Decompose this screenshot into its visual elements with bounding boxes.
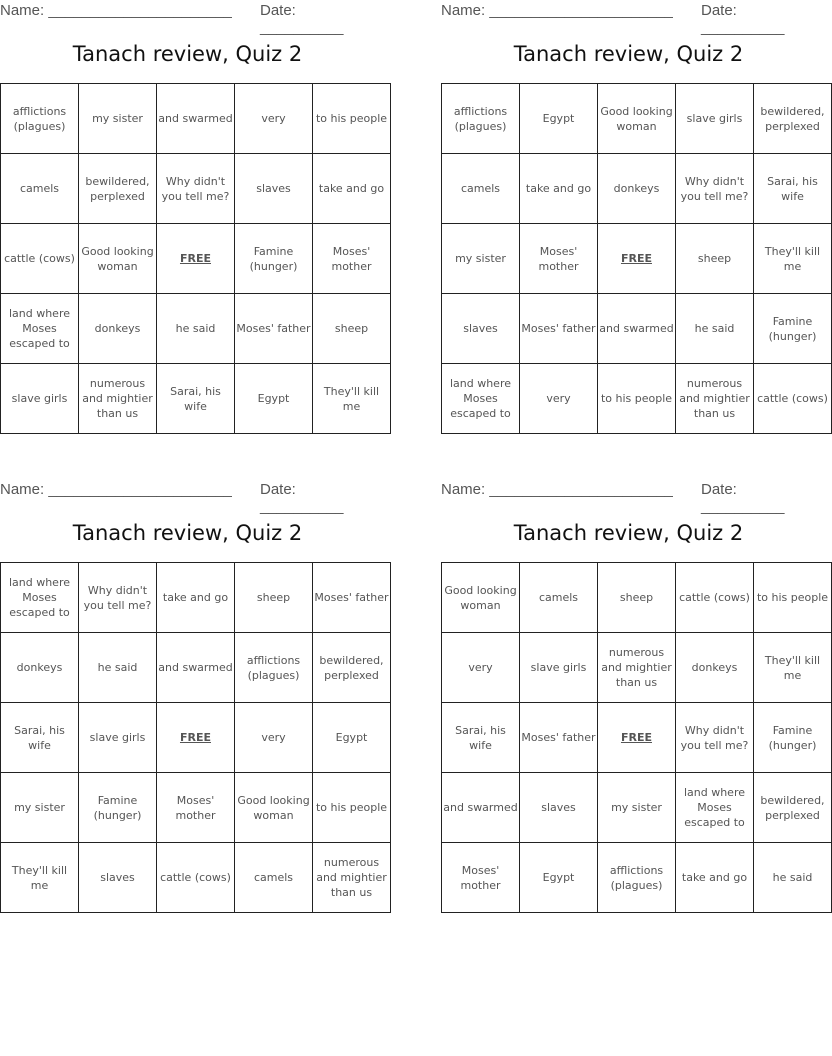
grid-row [442, 563, 832, 633]
grid-row [442, 84, 832, 154]
grid-row [1, 843, 391, 913]
bingo-cell: afflictions (plagues) [235, 633, 313, 703]
grid-row [1, 224, 391, 294]
bingo-cell: take and go [676, 843, 754, 913]
bingo-cell: land where Moses escaped to [1, 563, 79, 633]
grid-row [442, 224, 832, 294]
bingo-card-4 [441, 479, 829, 892]
bingo-cell: Why didn't you tell me? [676, 154, 754, 224]
bingo-cell: cattle (cows) [1, 224, 79, 294]
bingo-cell: cattle (cows) [157, 843, 235, 913]
bingo-cell: Famine (hunger) [754, 703, 832, 773]
bingo-cell: afflictions (plagues) [598, 843, 676, 913]
card-header [441, 479, 816, 515]
free-space-cell: FREE [598, 703, 676, 773]
bingo-cell: camels [520, 563, 598, 633]
bingo-cell: and swarmed [157, 633, 235, 703]
date-field-label: Date: __________ [701, 2, 785, 36]
bingo-card-3 [0, 479, 389, 899]
bingo-cell: slaves [235, 154, 313, 224]
bingo-cell: Sarai, his wife [157, 364, 235, 434]
bingo-cell: take and go [520, 154, 598, 224]
bingo-cell: slaves [442, 294, 520, 364]
bingo-cell: slaves [79, 843, 157, 913]
bingo-cell: numerous and mightier than us [676, 364, 754, 434]
bingo-cell: very [235, 84, 313, 154]
bingo-cell: bewildered, perplexed [313, 633, 391, 703]
bingo-cell: Egypt [235, 364, 313, 434]
bingo-cell: Moses' mother [520, 224, 598, 294]
card-header [0, 0, 375, 36]
bingo-cell: donkeys [1, 633, 79, 703]
bingo-cell: slave girls [676, 84, 754, 154]
bingo-cell: cattle (cows) [676, 563, 754, 633]
bingo-cell: sheep [598, 563, 676, 633]
bingo-cell: he said [676, 294, 754, 364]
bingo-cell: afflictions (plagues) [442, 84, 520, 154]
free-space-cell: FREE [598, 224, 676, 294]
bingo-cell: Good looking woman [79, 224, 157, 294]
bingo-cell: land where Moses escaped to [1, 294, 79, 364]
bingo-cell: my sister [1, 773, 79, 843]
bingo-cell: Good looking woman [598, 84, 676, 154]
bingo-cell: Egypt [520, 843, 598, 913]
grid-row [442, 843, 832, 913]
bingo-cell: They'll kill me [754, 224, 832, 294]
bingo-grid [441, 562, 832, 913]
bingo-cell: slave girls [520, 633, 598, 703]
grid-row [1, 84, 391, 154]
bingo-cell: camels [235, 843, 313, 913]
date-field-label: Date: __________ [701, 481, 785, 515]
bingo-cell: sheep [313, 294, 391, 364]
card-title: Tanach review, Quiz 2 [72, 521, 303, 545]
bingo-cell: Sarai, his wife [754, 154, 832, 224]
bingo-cell: They'll kill me [313, 364, 391, 434]
bingo-cell: very [520, 364, 598, 434]
grid-row [442, 294, 832, 364]
bingo-cell: slave girls [79, 703, 157, 773]
grid-row [1, 563, 391, 633]
bingo-cell: take and go [313, 154, 391, 224]
card-title: Tanach review, Quiz 2 [513, 521, 744, 545]
grid-row [1, 294, 391, 364]
bingo-cell: take and go [157, 563, 235, 633]
bingo-cell: very [235, 703, 313, 773]
grid-row [1, 773, 391, 843]
bingo-cell: my sister [442, 224, 520, 294]
bingo-cell: bewildered, perplexed [754, 773, 832, 843]
free-space-cell: FREE [157, 224, 235, 294]
name-field-label: Name: ______________________ [0, 481, 232, 498]
bingo-cell: he said [157, 294, 235, 364]
grid-row [1, 633, 391, 703]
bingo-cell: camels [442, 154, 520, 224]
bingo-cell: Moses' father [520, 703, 598, 773]
bingo-grid [441, 83, 832, 434]
bingo-cell: Moses' father [313, 563, 391, 633]
grid-row [442, 633, 832, 703]
bingo-cell: Moses' father [235, 294, 313, 364]
bingo-cell: numerous and mightier than us [598, 633, 676, 703]
bingo-card-1 [0, 0, 388, 420]
bingo-cell: bewildered, perplexed [79, 154, 157, 224]
bingo-cell: and swarmed [157, 84, 235, 154]
bingo-cell: Why didn't you tell me? [157, 154, 235, 224]
bingo-card-2 [441, 0, 828, 420]
name-field-label: Name: ______________________ [441, 481, 673, 498]
bingo-cell: Good looking woman [442, 563, 520, 633]
grid-row [442, 773, 832, 843]
bingo-cell: Egypt [313, 703, 391, 773]
grid-row [442, 703, 832, 773]
card-header [441, 0, 816, 36]
name-field-label: Name: ______________________ [0, 2, 232, 19]
bingo-cell: to his people [598, 364, 676, 434]
bingo-grid [0, 83, 391, 434]
bingo-cell: and swarmed [442, 773, 520, 843]
bingo-cell: numerous and mightier than us [313, 843, 391, 913]
date-field-label: Date: __________ [260, 481, 344, 515]
bingo-cell: my sister [79, 84, 157, 154]
bingo-cell: cattle (cows) [754, 364, 832, 434]
bingo-cell: Why didn't you tell me? [79, 563, 157, 633]
card-title: Tanach review, Quiz 2 [513, 42, 744, 66]
bingo-cell: my sister [598, 773, 676, 843]
bingo-cell: Moses' father [520, 294, 598, 364]
card-title: Tanach review, Quiz 2 [72, 42, 303, 66]
bingo-cell: Why didn't you tell me? [676, 703, 754, 773]
bingo-cell: They'll kill me [1, 843, 79, 913]
bingo-cell: Moses' mother [313, 224, 391, 294]
bingo-grid [0, 562, 391, 913]
bingo-cell: numerous and mightier than us [79, 364, 157, 434]
bingo-cell: Egypt [520, 84, 598, 154]
bingo-cell: slaves [520, 773, 598, 843]
bingo-cell: Good looking woman [235, 773, 313, 843]
grid-row [1, 364, 391, 434]
bingo-cell: he said [79, 633, 157, 703]
bingo-cell: donkeys [79, 294, 157, 364]
free-space-cell: FREE [157, 703, 235, 773]
bingo-cell: Famine (hunger) [754, 294, 832, 364]
bingo-cell: sheep [676, 224, 754, 294]
bingo-cell: afflictions (plagues) [1, 84, 79, 154]
bingo-cell: donkeys [598, 154, 676, 224]
bingo-cell: to his people [313, 773, 391, 843]
bingo-cell: Famine (hunger) [235, 224, 313, 294]
grid-row [442, 364, 832, 434]
bingo-cell: Sarai, his wife [442, 703, 520, 773]
name-field-label: Name: ______________________ [441, 2, 673, 19]
bingo-cell: Famine (hunger) [79, 773, 157, 843]
bingo-cell: he said [754, 843, 832, 913]
bingo-cell: to his people [754, 563, 832, 633]
grid-row [1, 154, 391, 224]
bingo-cell: very [442, 633, 520, 703]
bingo-cell: donkeys [676, 633, 754, 703]
bingo-cell: Sarai, his wife [1, 703, 79, 773]
bingo-cell: They'll kill me [754, 633, 832, 703]
bingo-cell: camels [1, 154, 79, 224]
bingo-cell: land where Moses escaped to [442, 364, 520, 434]
grid-row [1, 703, 391, 773]
bingo-cell: and swarmed [598, 294, 676, 364]
bingo-cell: Moses' mother [157, 773, 235, 843]
bingo-cell: land where Moses escaped to [676, 773, 754, 843]
bingo-cell: bewildered, perplexed [754, 84, 832, 154]
date-field-label: Date: __________ [260, 2, 344, 36]
bingo-cell: slave girls [1, 364, 79, 434]
card-header [0, 479, 375, 515]
bingo-cell: Moses' mother [442, 843, 520, 913]
bingo-cell: sheep [235, 563, 313, 633]
bingo-cell: to his people [313, 84, 391, 154]
grid-row [442, 154, 832, 224]
